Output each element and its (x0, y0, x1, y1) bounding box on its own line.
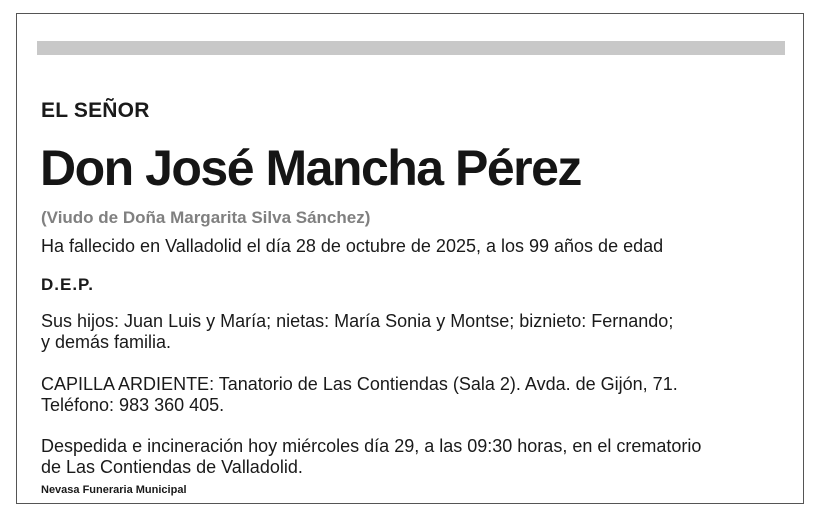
farewell-line-2: de Las Contiendas de Valladolid. (41, 457, 303, 477)
dep-abbreviation: D.E.P. (41, 275, 94, 294)
funeral-home-credit: Nevasa Funeraria Municipal (41, 484, 187, 496)
farewell-paragraph (41, 436, 701, 478)
chapel-line-1: CAPILLA ARDIENTE: Tanatorio de Las Contiendas (Sala 2). Avda. de Gijón, 71. (41, 374, 678, 394)
chapel-paragraph (41, 374, 678, 416)
family-line-1: Sus hijos: Juan Luis y María; nietas: María Sonia y Montse; biznieto: Fernando; (41, 311, 674, 331)
chapel-line-2: Teléfono: 983 360 405. (41, 395, 225, 415)
deceased-name: Don José Mancha Pérez (40, 140, 581, 196)
obituary-notice (16, 13, 804, 504)
honorific: EL SEÑOR (41, 99, 150, 122)
family-line-2: y demás familia. (41, 332, 172, 352)
farewell-line-1: Despedida e incineración hoy miércoles día 29, a las 09:30 horas, en el crematorio (41, 436, 702, 456)
family-paragraph (41, 311, 673, 353)
spouse-note: (Viudo de Doña Margarita Silva Sánchez) (41, 208, 371, 227)
death-statement: Ha fallecido en Valladolid el día 28 de octubre de 2025, a los 99 años de edad (41, 236, 664, 256)
header-bar (37, 41, 785, 55)
